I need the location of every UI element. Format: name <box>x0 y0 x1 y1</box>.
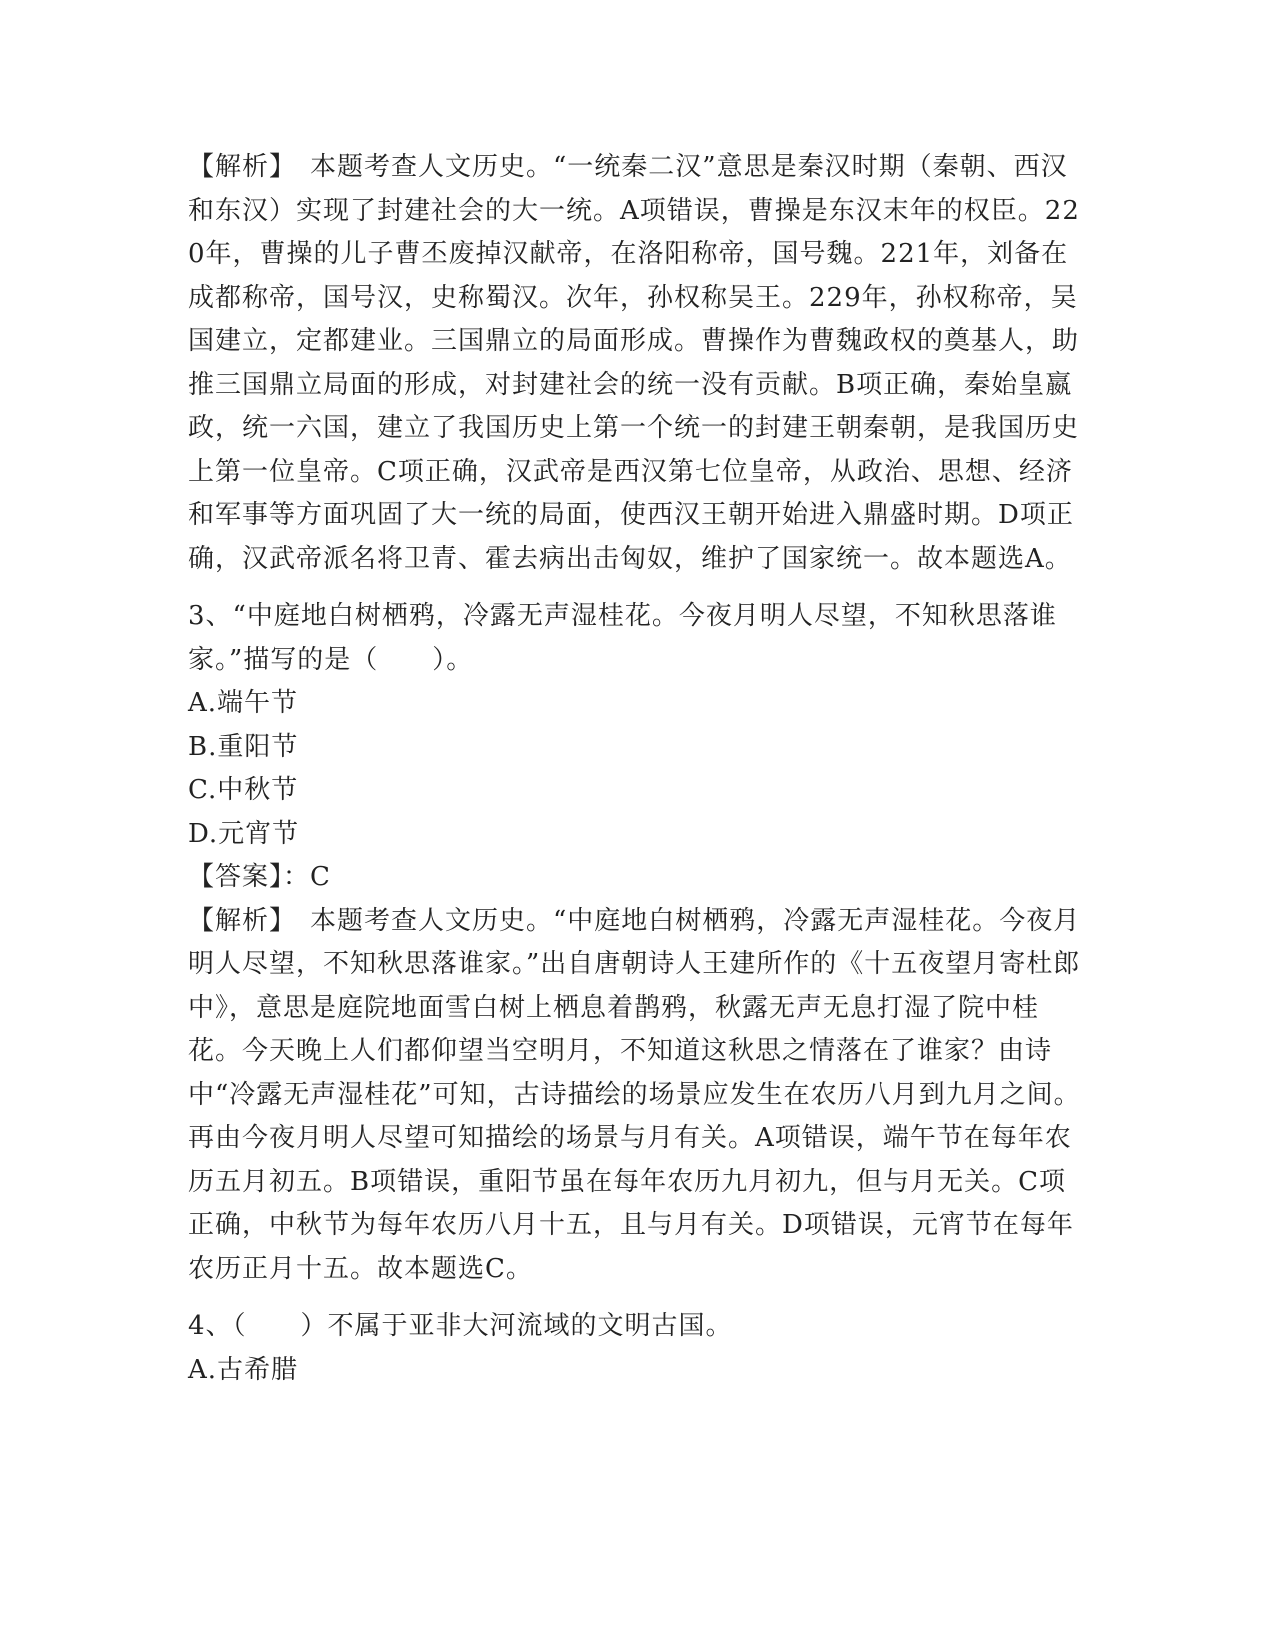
question-4-stem: 4、（ ）不属于亚非大河流域的文明古国。 <box>188 1311 733 1341</box>
question-3-option-c: C.中秋节 <box>188 775 299 805</box>
question-4-option-a: A.古希腊 <box>188 1354 299 1385</box>
question-3-option-a: A.端午节 <box>188 688 299 718</box>
question-3-answer: 【答案】：C <box>188 862 331 892</box>
question-3-option-d: D.元宵节 <box>188 818 300 849</box>
document-page <box>188 146 1088 1392</box>
analysis-paragraph-q3: 【解析】 本题考查人文历史。“中庭地白树栖鸦，冷露无声湿桂花。今夜月明人尽望，不知秋思落谁家。”出自唐朝诗人王建所作的《十五夜望月寄杜郎中》，意思是庭院地面雪白树上栖息着鹊鸦，秋露无声无息打湿了院中桂花。今天晚上人们都仰望当空明月，不知道这秋思之情落在了谁家？由诗中“冷露无声湿桂花”可知，古诗描绘的场景应发生在农历八月到九月之间。再由今夜月明人尽望可知描绘的场景与月有关。A项错误，端午节在每年农历五月初五。B项错误，重阳节虽在每年农历九月初九，但与月无关。C项正确，中秋节为每年农历八月十五，且与月有关。D项错误，元宵节在每年农历正月十五。故本题选C。 <box>188 905 1081 1284</box>
question-3-option-b: B.重阳节 <box>188 731 299 762</box>
spacer <box>188 581 1088 595</box>
spacer <box>188 1291 1088 1305</box>
question-3-stem: 3、“中庭地白树栖鸦，冷露无声湿桂花。今夜月明人尽望，不知秋思落谁家。”描写的是（ ）。 <box>188 601 1057 675</box>
analysis-paragraph-q2: 【解析】 本题考查人文历史。“一统秦二汉”意思是秦汉时期（秦朝、西汉和东汉）实现了封建社会的大一统。A项错误，曹操是东汉末年的权臣。220年，曹操的儿子曹丕废掉汉献帝，在洛阳称帝，国号魏。221年，刘备在成都称帝，国号汉，史称蜀汉。次年，孙权称吴王。229年，孙权称帝，吴国建立，定都建业。三国鼎立的局面形成。曹操作为曹魏政权的奠基人，助推三国鼎立局面的形成，对封建社会的统一没有贡献。B项正确，秦始皇嬴政，统一六国，建立了我国历史上第一个统一的封建王朝秦朝，是我国历史上第一位皇帝。C项正确，汉武帝是西汉第七位皇帝，从政治、思想、经济和军事等方面巩固了大一统的局面，使西汉王朝开始进入鼎盛时期。D项正确，汉武帝派名将卫青、霍去病出击匈奴，维护了国家统一。故本题选A。 <box>188 152 1080 574</box>
